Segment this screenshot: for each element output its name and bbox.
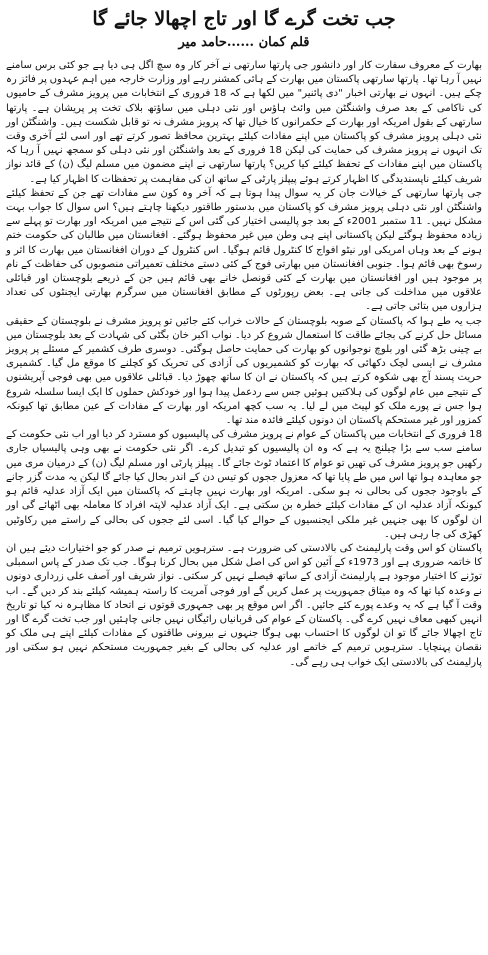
article-paragraph: 18 فروری کے انتخابات میں پاکستان کے عوام نے پرویز مشرف کی پالیسیوں کو مسترد کر دیا اور اب نئی حکومت کے سامنے سب سے بڑا چیلنج یہ ہے کہ وہ ان پالیسیوں کو تبدیل کرے۔ اگر نئی حکومت نے بھی وہی پالیسیاں جاری رکھیں جو پرویز مشرف کی تھیں تو عوام کا اعتماد ٹوٹ جائے گا۔ پیپلز پارٹی اور مسلم لیگ (ن) کے درمیان مری میں جو معاہدہ ہوا تھا اس میں طے پایا تھا کہ معزول ججوں کو تیس دن کے اندر بحال کیا جائے گا لیکن یہ مدت گزر جانے کے باوجود ججوں کی بحالی نہ ہو سکی۔ امریکہ اور بھارت نہیں چاہتے کہ پاکستان میں ایک آزاد عدلیہ قائم ہو کیونکہ آزاد عدلیہ ان کے مفادات کیلئے خطرہ بن سکتی ہے۔ ایک آزاد عدلیہ لاپتہ افراد کا معاملہ بھی اٹھائے گی اور ان لوگوں کا بھی جنہیں غیر ملکی ایجنسیوں کے حوالے کیا گیا۔ اسی لئے ججوں کی بحالی کے راستے میں رکاوٹیں کھڑی کی جا رہی ہیں۔ bbox=[6, 429, 482, 540]
article-paragraph: پاکستان کو اس وقت پارلیمنٹ کی بالادستی کی ضرورت ہے۔ سترہویں ترمیم نے صدر کو جو اختیارات دیئے ہیں ان کا خاتمہ ضروری ہے اور 1973ء کے آئین کو اس کی اصل شکل میں بحال کرنا ہوگا۔ جب تک صدر کے پاس اسمبلی توڑنے کا اختیار موجود ہے پارلیمنٹ آزادی کے ساتھ فیصلے نہیں کر سکتی۔ نواز شریف اور آصف علی زرداری دونوں نے وعدہ کیا تھا کہ وہ میثاق جمہوریت پر عمل کریں گے اور فوجی آمریت کا راستہ ہمیشہ کیلئے بند کر دیں گے۔ اب وقت آ گیا ہے کہ یہ وعدے پورے کئے جائیں۔ اگر اس موقع پر بھی جمہوری قوتوں نے اتحاد کا مظاہرہ نہ کیا تو تاریخ انہیں کبھی معاف نہیں کرے گی۔ پاکستان کے عوام کی قربانیاں رائیگاں نہیں جانی چاہئیں اور جب تخت گرے گا اور تاج اچھالا جائے گا تو ان لوگوں کا احتساب بھی ہوگا جنہوں نے بیرونی طاقتوں کے مفادات کیلئے اپنے ہی ملک کو نقصان پہنچایا۔ سترہویں ترمیم کے خاتمے اور عدلیہ کی بحالی کے بغیر جمہوریت مستحکم نہیں ہو سکتی اور پارلیمنٹ کی بالادستی ایک خواب ہی رہے گی۔ bbox=[6, 542, 483, 668]
article-byline: قلم کمان ......حامد میر bbox=[178, 35, 310, 50]
article-paragraph: بھارت کے معروف سفارت کار اور دانشور جی پارتھا سارتھی نے آخر کار وہ سچ اگل ہی دیا ہے جو کئی برس سامنے نہیں آ رہا تھا۔ پارتھا سارتھی پاکستان میں بھارت کے ہائی کمشنر رہے اور وزارت خارجہ میں اہم عہدوں پر فائز رہ چکے ہیں۔ انہوں نے بھارتی اخبار "دی پائنیر" میں لکھا ہے کہ 18 فروری کے انتخابات میں پرویز مشرف کے حامیوں کی ناکامی کے بعد صرف واشنگٹن میں وائٹ ہاؤس اور نئی دہلی میں ساؤتھ بلاک تخت پر پریشان ہے۔ پارتھا سارتھی کے بقول امریکہ اور بھارت کے حکمرانوں کا خیال تھا کہ پرویز مشرف نہ تو قابل شکست ہیں۔ واشنگٹن اور نئی دہلی پرویز مشرف کو پاکستان میں اپنے مفادات کیلئے بہترین محافظ تصور کرتے تھے اور اسی لئے آخری وقت تک انہوں نے پرویز مشرف کی حمایت کی لیکن 18 فروری کے بعد واشنگٹن اور نئی دہلی کو سمجھ نہیں آ رہا کہ پاکستان میں اپنے مفادات کے تحفظ کیلئے کیا کریں؟ پارتھا سارتھی نے اپنے مضمون میں مسلم لیگ (ن) کے قائد نواز شریف کیلئے ناپسندیدگی کا اظہار کرتے ہوئے پیپلز پارٹی کے ساتھ ان کی مفاہمت پر تحفظات کا اظہار کیا ہے۔ bbox=[6, 60, 482, 185]
article-body bbox=[6, 59, 482, 670]
article-headline: جب تخت گرے گا اور تاج اچھالا جائے گا bbox=[92, 8, 396, 30]
article-paragraph: جی پارتھا سارتھی کے خیالات جان کر یہ سوال پیدا ہوتا ہے کہ آخر وہ کون سے مفادات تھے جن کے تحفظ کیلئے واشنگٹن اور نئی دہلی پرویز مشرف کو پاکستان میں بدستور طاقتور دیکھنا چاہتے ہیں؟ اس سوال کا جواب بہت مشکل نہیں۔ 11 ستمبر 2001ء کے بعد جو پالیسی اختیار کی گئی اس کے نتیجے میں امریکہ اور بھارت تو پہلے سے زیادہ محفوظ ہوگئے لیکن پاکستانی اپنے ہی وطن میں غیر محفوظ ہوگئے۔ افغانستان میں طالبان کی حکومت ختم ہونے کے بعد وہاں امریکی اور نیٹو افواج کا کنٹرول قائم ہوگیا۔ اس کنٹرول کے دوران افغانستان میں بھارت کا اثر و رسوخ بھی قائم ہوا۔ جنوبی افغانستان میں بھارتی فوج کے کئی دستے مختلف تعمیراتی منصوبوں کی حفاظت کے نام پر موجود ہیں اور افغانستان میں بھارت کے کئی قونصل خانے بھی قائم ہیں جن کے ذریعے بلوچستان اور قبائلی علاقوں میں مداخلت کی جاتی ہے۔ بعض رپورٹوں کے مطابق افغانستان میں سرگرم بھارتی ایجنٹوں کی تعداد ہزاروں میں بتائی جاتی ہے۔ bbox=[6, 187, 483, 313]
article-paragraph: جب یہ طے ہوا کہ پاکستان کے صوبہ بلوچستان کے حالات خراب کئے جائیں تو پرویز مشرف نے بلوچستان کے حقیقی مسائل حل کرنے کی بجائے طاقت کا استعمال شروع کر دیا۔ نواب اکبر خان بگٹی کی شہادت کے بعد بلوچستان میں بے چینی بڑھ گئی اور بلوچ نوجوانوں کو بھارت کی حمایت حاصل ہوگئی۔ دوسری طرف کشمیر کے مسئلے پر پرویز مشرف نے ایسی لچک دکھائی کہ بھارت کو کشمیریوں کی آزادی کی تحریک کو کچلنے کا موقع مل گیا۔ کشمیری حریت پسند آج بھی شکوہ کرتے ہیں کہ پاکستان نے ان کا ساتھ چھوڑ دیا۔ قبائلی علاقوں میں بھی فوجی آپریشنوں کے نتیجے میں عام لوگوں کی ہلاکتیں ہوئیں جس سے ردعمل پیدا ہوا اور خودکش حملوں کا ایک ایسا سلسلہ شروع ہوا جس نے پورے ملک کو لپیٹ میں لے لیا۔ یہ سب کچھ امریکہ اور بھارت کے مفادات کے عین مطابق تھا کیونکہ کمزور اور غیر مستحکم پاکستان ان دونوں کیلئے فائدہ مند تھا۔ bbox=[6, 315, 482, 427]
